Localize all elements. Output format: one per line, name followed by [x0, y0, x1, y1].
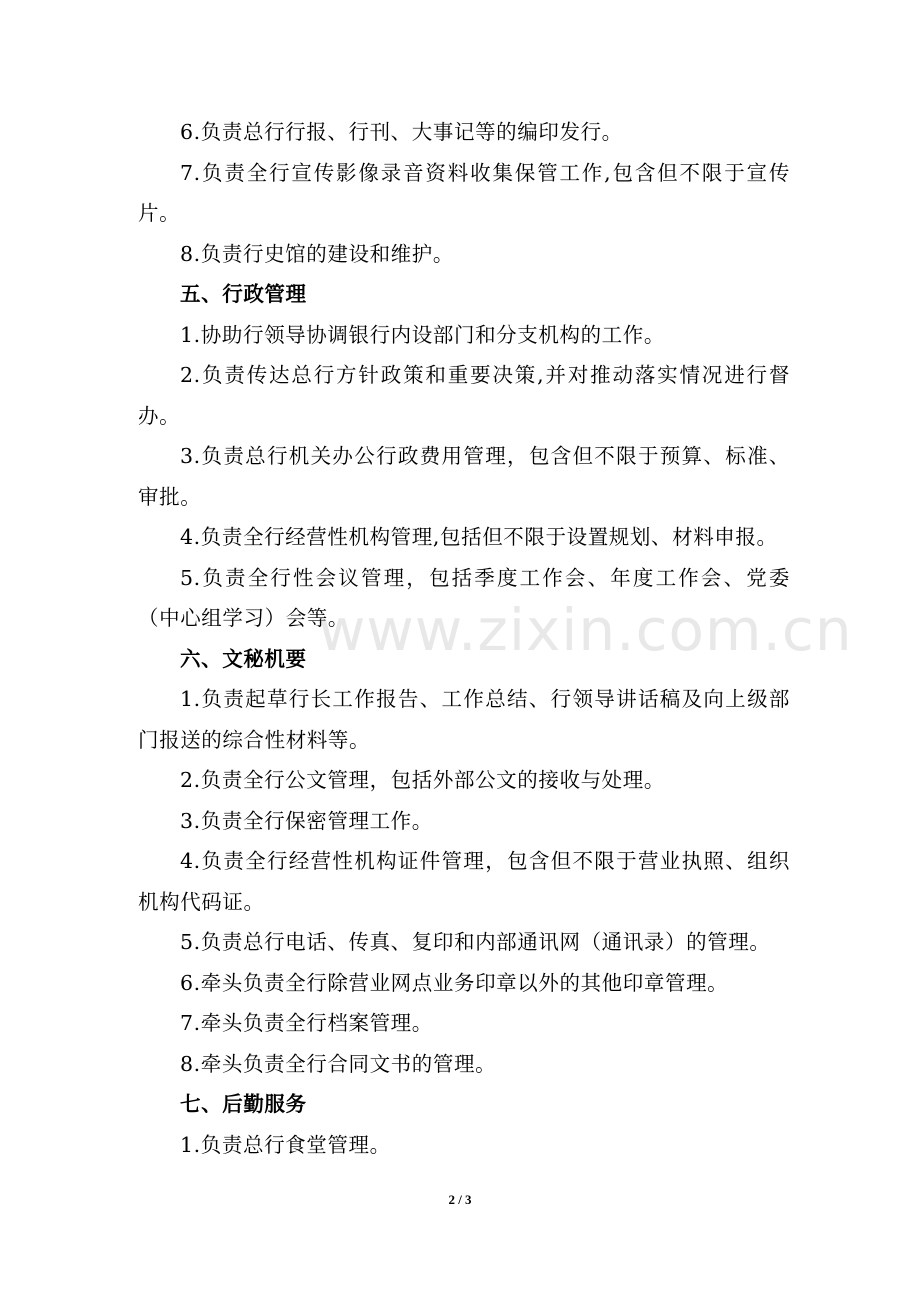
paragraph: 2.负责传达总行方针政策和重要决策,并对推动落实情况进行督办。 — [138, 363, 790, 428]
paragraph: 2.负责全行公文管理，包括外部公文的接收与处理。 — [180, 768, 665, 792]
paragraph: 6.负责总行行报、行刊、大事记等的编印发行。 — [180, 120, 623, 144]
section-heading: 七、后勤服务 — [180, 1092, 307, 1116]
paragraph: 1.负责起草行长工作报告、工作总结、行领导讲话稿及向上级部门报送的综合性材料等。 — [138, 687, 790, 752]
paragraph: 3.负责全行保密管理工作。 — [180, 808, 433, 833]
paragraph: 4.负责全行经营性机构管理,包括但不限于设置规划、材料申报。 — [180, 525, 778, 549]
section-heading: 六、文秘机要 — [180, 646, 307, 671]
watermark: www.zixin.com.cn — [318, 596, 853, 664]
document-body — [138, 112, 790, 1165]
paragraph: 5.负责总行电话、传真、复印和内部通讯网（通讯录）的管理。 — [180, 930, 771, 954]
paragraph: 7.牵头负责全行档案管理。 — [180, 1011, 433, 1035]
paragraph: 6.牵头负责全行除营业网点业务印章以外的其他印章管理。 — [180, 970, 729, 995]
paragraph: 8.牵头负责全行合同文书的管理。 — [180, 1051, 497, 1076]
section-heading: 五、行政管理 — [180, 282, 307, 306]
paragraph: 7.负责全行宣传影像录音资料收集保管工作,包含但不限于宣传片。 — [138, 160, 790, 225]
paragraph: 3.负责总行机关办公行政费用管理，包含但不限于预算、标准、审批。 — [138, 444, 790, 509]
paragraph: 1.负责总行食堂管理。 — [180, 1132, 391, 1157]
page-number: 2 / 3 — [448, 1192, 472, 1207]
paragraph: 4.负责全行经营性机构证件管理，包含但不限于营业执照、组织机构代码证。 — [138, 849, 790, 914]
paragraph: 8.负责行史馆的建设和维护。 — [180, 241, 454, 266]
paragraph: 5.负责全行性会议管理，包括季度工作会、年度工作会、党委（中心组学习）会等。 — [138, 565, 790, 630]
paragraph: 1.协助行领导协调银行内设部门和分支机构的工作。 — [180, 322, 665, 347]
